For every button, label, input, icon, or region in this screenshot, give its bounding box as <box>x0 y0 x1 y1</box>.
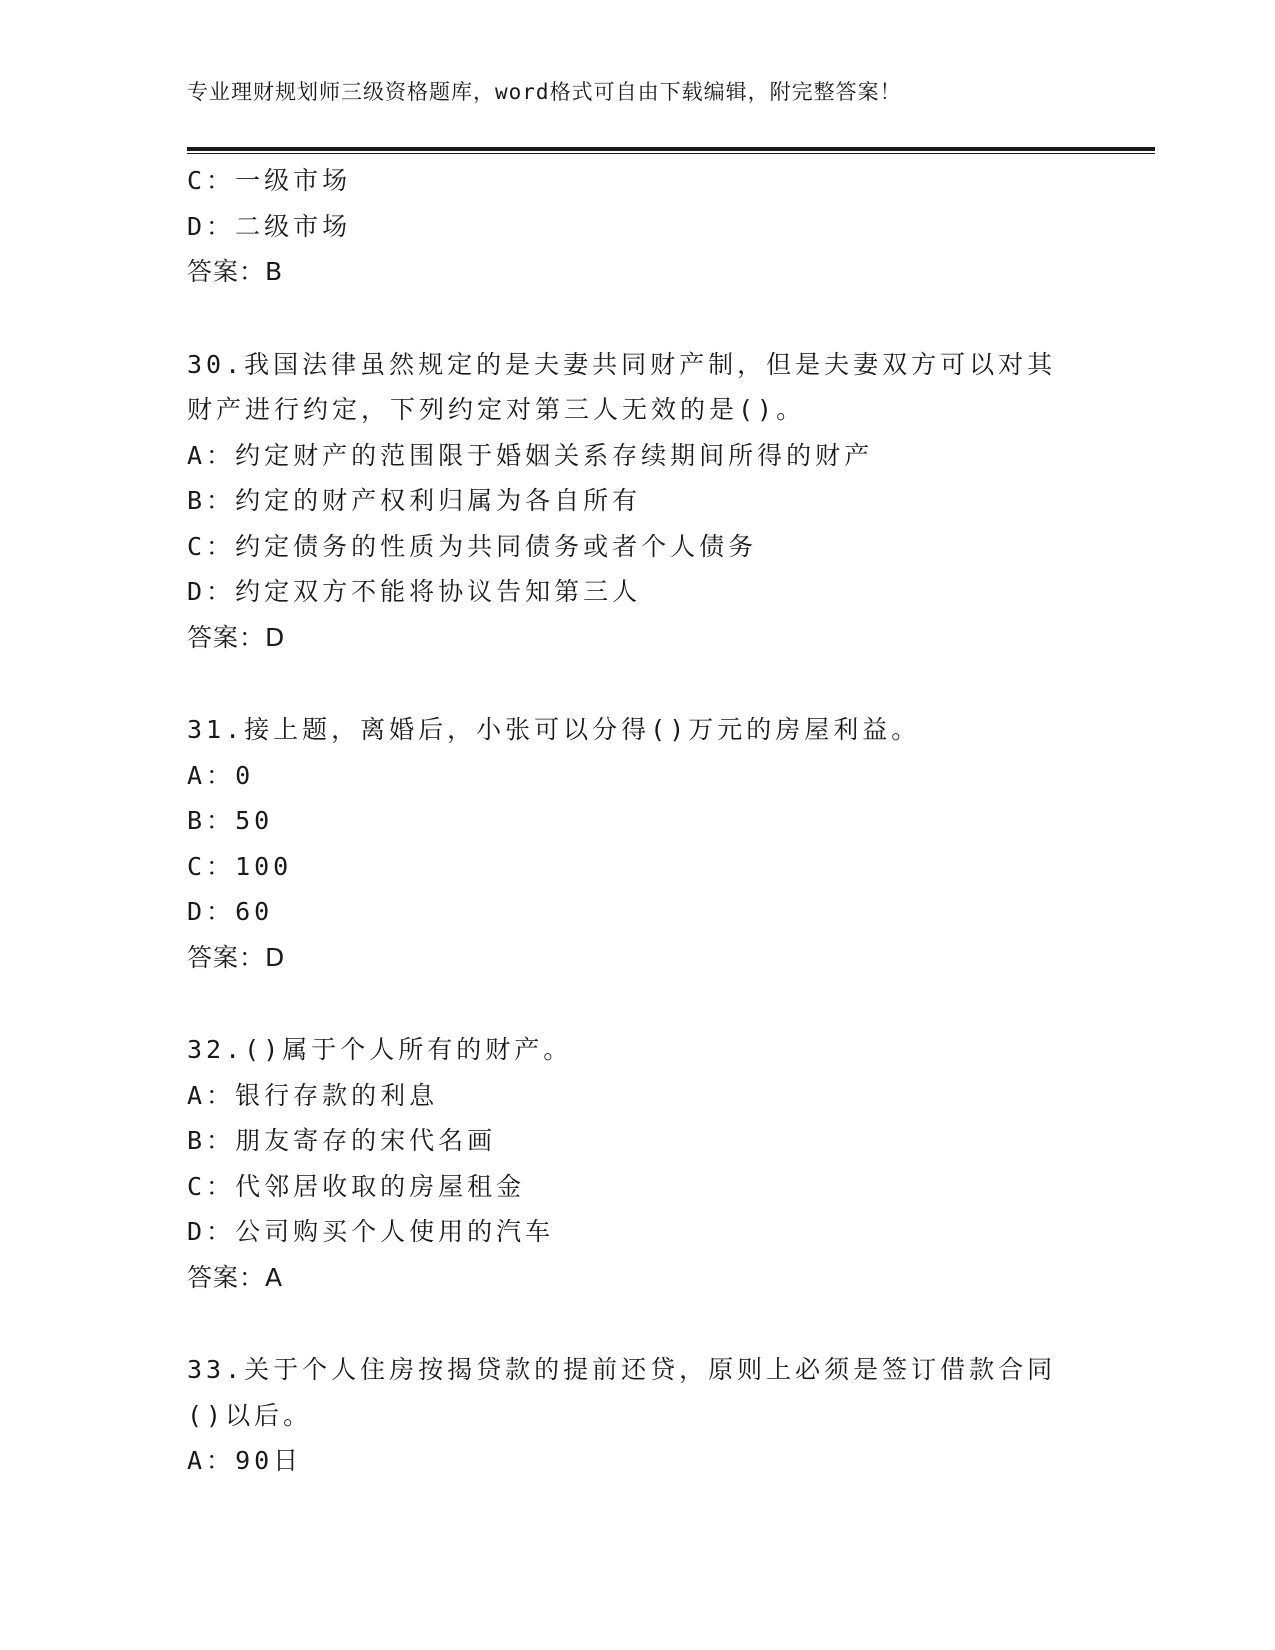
option-text: 100 <box>235 851 293 881</box>
option-text: 约定的财产权利归属为各自所有 <box>235 486 642 515</box>
option-label: C： <box>187 851 236 881</box>
option-label: A： <box>187 1446 236 1475</box>
answer-label: 答案： <box>187 942 266 972</box>
option-line <box>187 524 1087 570</box>
option-line <box>187 204 1087 250</box>
option-label: B： <box>187 1126 236 1155</box>
option-text: 约定财产的范围限于婚姻关系存续期间所得的财产 <box>235 440 874 470</box>
option-label: B： <box>187 486 236 515</box>
answer-label: 答案： <box>187 257 266 286</box>
answer-line <box>187 615 1087 661</box>
question-text: 32.()属于个人所有的财产。 <box>187 1035 573 1064</box>
option-text: 约定债务的性质为共同债务或者个人债务 <box>235 531 758 561</box>
option-label: D： <box>187 577 236 606</box>
option-line <box>187 1118 1087 1164</box>
answer-line <box>187 935 1087 981</box>
option-text: 朋友寄存的宋代名画 <box>235 1126 497 1155</box>
option-line <box>187 889 1087 935</box>
answer-value: B <box>265 257 284 286</box>
answer-label: 答案： <box>187 622 266 652</box>
option-line <box>187 844 1087 890</box>
document-body <box>187 158 1087 1484</box>
page-header: 专业理财规划师三级资格题库，word格式可自由下载编辑，附完整答案！ <box>187 80 902 104</box>
option-text: 一级市场 <box>235 166 352 195</box>
question-text: 33.关于个人住房按揭贷款的提前还贷，原则上必须是签订借款合同()以后。 <box>187 1355 1057 1430</box>
header-rule <box>187 147 1155 154</box>
answer-value: A <box>265 1262 284 1292</box>
option-text: 银行存款的利息 <box>235 1080 439 1110</box>
option-line <box>187 433 1087 479</box>
answer-line <box>187 249 1087 295</box>
option-text: 约定双方不能将协议告知第三人 <box>235 577 642 606</box>
option-label: D： <box>187 1217 236 1246</box>
option-text: 二级市场 <box>235 211 352 241</box>
option-label: D： <box>187 211 236 241</box>
option-text: 60 <box>235 897 274 926</box>
question-block <box>187 342 1087 661</box>
question-text: 31.接上题，离婚后，小张可以分得()万元的房屋利益。 <box>187 715 921 744</box>
option-line <box>187 1073 1087 1119</box>
answer-line <box>187 1255 1087 1301</box>
option-line <box>187 1438 1087 1484</box>
option-line <box>187 569 1087 615</box>
option-label: A： <box>187 440 236 470</box>
option-label: A： <box>187 760 236 790</box>
option-line <box>187 798 1087 844</box>
answer-label: 答案： <box>187 1262 266 1292</box>
question-block <box>187 707 1087 980</box>
option-text: 0 <box>235 760 255 790</box>
option-label: C： <box>187 166 236 195</box>
option-label: B： <box>187 806 236 835</box>
option-label: A： <box>187 1080 236 1110</box>
option-text: 公司购买个人使用的汽车 <box>235 1217 555 1246</box>
option-line <box>187 753 1087 799</box>
option-label: C： <box>187 1171 236 1201</box>
header-rule-thin <box>187 153 1155 154</box>
option-text: 50 <box>235 806 274 835</box>
question-text: 30.我国法律虽然规定的是夫妻共同财产制，但是夫妻双方可以对其财产进行约定，下列约定对第三人无效的是()。 <box>187 349 1057 424</box>
option-text: 90日 <box>235 1446 303 1475</box>
answer-value: D <box>265 942 286 972</box>
option-line <box>187 1164 1087 1210</box>
option-line <box>187 158 1087 204</box>
option-text: 代邻居收取的房屋租金 <box>235 1171 526 1201</box>
question-block <box>187 1027 1087 1300</box>
option-line <box>187 1209 1087 1255</box>
option-line <box>187 478 1087 524</box>
answer-value: D <box>265 622 286 652</box>
question-block <box>187 1347 1087 1484</box>
option-label: C： <box>187 531 236 561</box>
carryover-block <box>187 158 1087 295</box>
option-label: D： <box>187 897 236 926</box>
